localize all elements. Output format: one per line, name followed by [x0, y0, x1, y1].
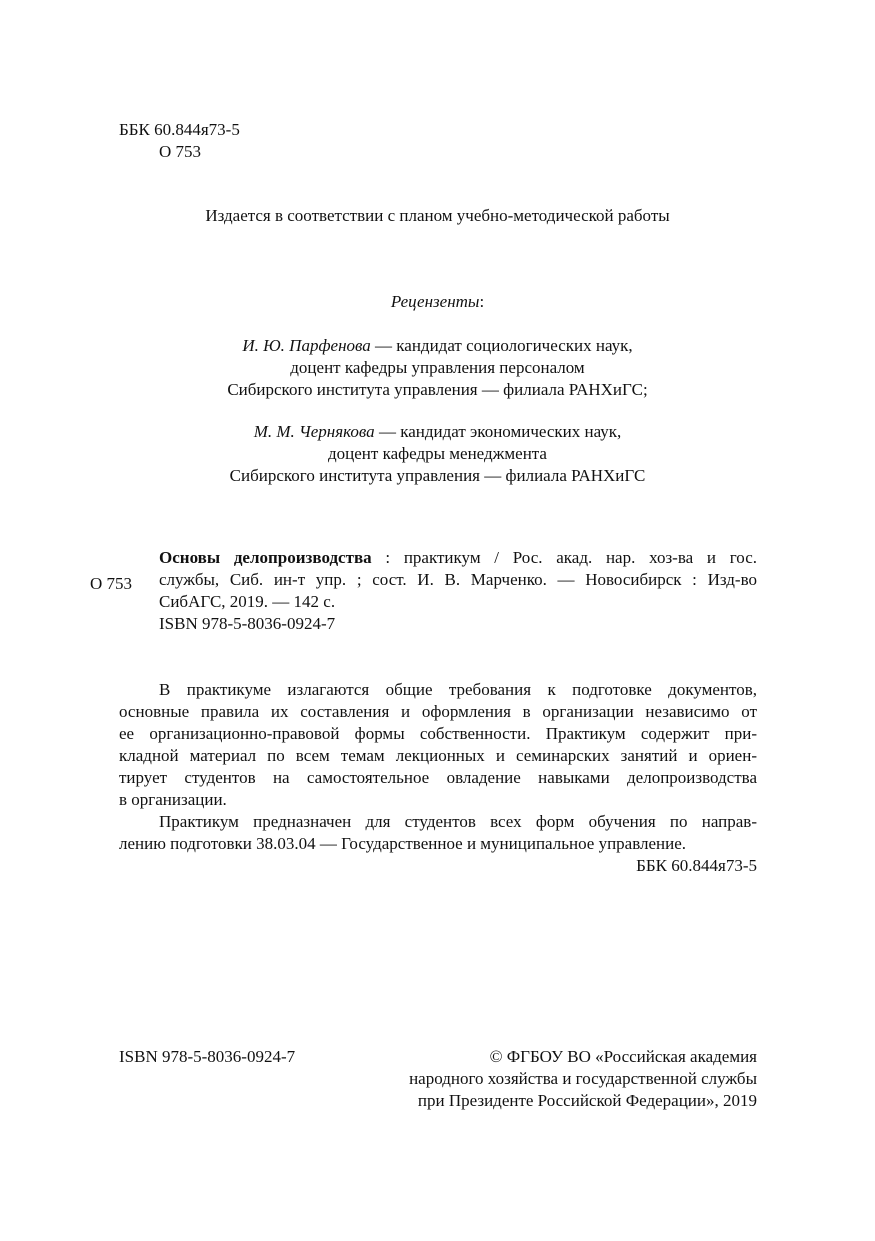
- copyright-line: © ФГБОУ ВО «Российская академия: [489, 1047, 757, 1066]
- reviewer-entry: И. Ю. Парфенова — кандидат социологических наук, доцент кафедры управления персоналом Сибирского института управления — филиала РАНХиГС;: [0, 335, 875, 401]
- reviewer-name: И. Ю. Парфенова: [242, 336, 371, 355]
- annotation-line: в организации.: [119, 790, 227, 809]
- reviewer-name: М. М. Чернякова: [253, 422, 375, 441]
- book-title: Основы делопроизводства: [159, 548, 372, 567]
- bbk-header: [119, 119, 240, 163]
- reviewers-title: Рецензенты:: [390, 292, 485, 311]
- annotation-line: лению подготовки 38.03.04 — Государственное и муниципальное управление.: [119, 834, 687, 853]
- footer-isbn: ISBN 978-5-8036-0924-7: [119, 1047, 296, 1066]
- reviewer-institution: Сибирского института управления — филиала РАНХиГС;: [227, 380, 648, 399]
- author-mark: О 753: [159, 142, 202, 161]
- catalog-line: СибАГС, 2019. — 142 с.: [159, 592, 336, 611]
- annotation-line: ее организационно-правовой формы собственности. Практикум содержит при-: [119, 724, 757, 743]
- annotation-bbk: ББК 60.844я73-5: [636, 856, 757, 875]
- reviewer-institution: Сибирского института управления — филиала РАНХиГС: [229, 466, 646, 485]
- catalog-isbn: ISBN 978-5-8036-0924-7: [159, 614, 336, 633]
- annotation: [119, 679, 757, 877]
- annotation-line: В практикуме излагаются общие требования к подготовке документов,: [159, 680, 757, 699]
- annotation-line: основные правила их составления и оформления в организации независимо от: [119, 702, 757, 721]
- annotation-line: Практикум предназначен для студентов всех форм обучения по направ-: [159, 812, 757, 831]
- reviewer-position: доцент кафедры менеджмента: [328, 444, 547, 463]
- reviewers-block: [0, 291, 875, 507]
- annotation-line: кладной материал по всем темам лекционных и семинарских занятий и ориен-: [119, 746, 757, 765]
- bbk-index: ББК 60.844я73-5: [119, 120, 240, 139]
- catalog-author-mark: О 753: [90, 574, 133, 593]
- catalog-line: службы, Сиб. ин-т упр. ; сост. И. В. Марченко. — Новосибирск : Изд-во: [159, 570, 757, 589]
- reviewer-position: доцент кафедры управления персоналом: [290, 358, 585, 377]
- catalog-record: Основы делопроизводства : практикум / Рос. акад. нар. хоз-ва и гос. службы, Сиб. ин-т упр. ; сост. И. В. Марченко. — Новосибирск : Изд-во СибАГС, 2019. — 142 с. ISBN 978-5-8036-0924-7: [159, 548, 757, 633]
- publication-note: Издается в соответствии с планом учебно-методической работы: [205, 206, 670, 225]
- reviewer-entry: М. М. Чернякова — кандидат экономических наук, доцент кафедры менеджмента Сибирского института управления — филиала РАНХиГС: [0, 421, 875, 487]
- copyright-line: народного хозяйства и государственной службы: [409, 1069, 757, 1088]
- copyright-line: при Президенте Российской Федерации», 2019: [417, 1091, 757, 1110]
- annotation-line: тирует студентов на самостоятельное овладение навыками делопроизводства: [119, 768, 757, 787]
- copyright-notice: [360, 1046, 757, 1112]
